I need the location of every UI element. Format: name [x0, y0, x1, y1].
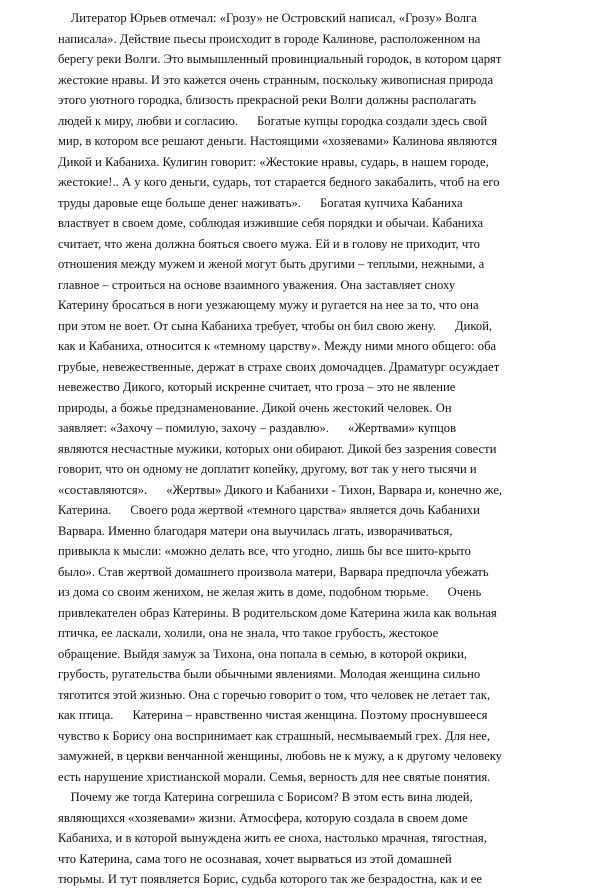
text-line: замужней, в церкви венчанной женщины, любовь не к мужу, а к другому человеку: [58, 749, 502, 763]
text-line: Почему же тогда Катерина согрешила с Борисом? В этом есть вина людей,: [58, 790, 473, 804]
text-line: что Катерина, сама того не осознавая, хочет вырваться из этой домашней: [58, 851, 452, 866]
text-line: властвует в своем доме, соблюдая изжившие себя порядки и обычаи. Кабаниха: [58, 216, 484, 230]
text-line: при этом не воет. От сына Кабаниха требует, чтобы он бил свою жену. Дикой,: [58, 318, 493, 333]
text-line: чувство к Борису она воспринимает как страшный, несмываемый грех. Для нее,: [58, 728, 491, 743]
text-line: заявляет: «Захочу – помилую, захочу – раздавлю». «Жертвами» купцов: [58, 421, 457, 435]
text-line: есть нарушение христианской морали. Семья, верность для нее святые понятия.: [58, 769, 491, 784]
text-line: Дикой и Кабаниха. Кулигин говорит: «Жестокие нравы, сударь, в нашем городе,: [58, 154, 489, 169]
text-line: написала». Действие пьесы происходит в городе Калинове, расположенном на: [58, 31, 481, 46]
text-line: являются несчастные мужики, которых они обирают. Дикой без зазрения совести: [58, 441, 497, 456]
text-line: жестокие нравы. И это кажется очень странным, поскольку живописная природа: [58, 72, 494, 87]
text-line: жестокие!.. А у кого деньги, сударь, тот старается бедного закабалить, чтоб на его: [58, 175, 500, 189]
text-line: привыкла к мысли: «можно делать все, что угодно, лишь бы все шито-крыто: [58, 544, 471, 558]
text-line: тюрьмы. И тут появляется Борис, судьба которого так же безрадостна, как и ее: [58, 872, 482, 886]
text-line: Литератор Юрьев отмечал: «Грозу» не Островский написал, «Грозу» Волга: [58, 11, 477, 25]
text-line: людей к миру, любви и согласию. Богатые купцы городка создали здесь свой: [58, 113, 488, 128]
text-line: считает, что жена должна бояться своего мужа. Ей и в голову не приходит, что: [58, 236, 480, 251]
text-line: Катерину бросаться в ноги уезжающему мужу и ругается на нее за то, что она: [58, 298, 479, 312]
text-line: Варвара. Именно благодаря матери она выучилась лгать, изворачиваться,: [58, 523, 453, 538]
text-line: мир, в котором все решают деньги. Настоящими «хозяевами» Калинова являются: [58, 134, 498, 148]
text-line: тяготится этой жизнью. Она с горечью говорит о том, что человек не летает так,: [58, 687, 491, 702]
text-line: как птица. Катерина – нравственно чистая женщина. Поэтому проснувшееся: [58, 708, 488, 722]
text-line: привлекателен образ Катерины. В родительском доме Катерина жила как вольная: [58, 605, 497, 620]
text-line: труды даровые еще больше денег наживать». Богатая купчиха Кабаниха: [58, 195, 463, 210]
text-line: из дома со своим женихом, не желая жить в доме, подобном тюрьме. Очень: [58, 585, 482, 599]
text-line: обращение. Выйдя замуж за Тихона, она попала в семью, в которой окрики,: [58, 646, 468, 661]
text-line: невежество Дикого, который искренне считает, что гроза – это не явление: [58, 380, 456, 394]
text-line: птичка, ее ласкали, холили, она не знала, что такое грубость, жестокое: [58, 626, 439, 640]
text-line: природы, а божье предзнаменование. Дикой очень жестокий человек. Он: [58, 400, 452, 415]
text-line: было». Став жертвой домашнего произвола матери, Варвара предпочла убежать: [58, 564, 489, 579]
text-line: отношения между мужем и женой могут быть другими – теплыми, нежными, а: [58, 257, 485, 271]
text-line: главное – строиться на основе взаимного уважения. Она заставляет сноху: [58, 277, 456, 292]
essay-text: [58, 8, 558, 890]
text-line: берегу реки Волги. Это вымышленный провинциальный городок, в котором царят: [58, 52, 502, 66]
text-line: Катерина. Своего рода жертвой «темного царства» является дочь Кабанихи: [58, 503, 480, 517]
text-line: Кабаниха, и в которой вынуждена жить ее сноха, настолько мрачная, тягостная,: [58, 831, 487, 845]
text-line: являющихся «хозяевами» жизни. Атмосфера, которую создала в своем доме: [58, 810, 468, 825]
text-line: грубость, ругательства были обычными явлениями. Молодая женщина сильно: [58, 667, 481, 681]
text-line: грубые, невежественные, держат в страхе своих домочадцев. Драматург осуждает: [58, 359, 500, 374]
text-line: этого уютного городка, близость прекрасной реки Волги должны располагать: [58, 93, 477, 107]
text-line: говорит, что он одному не доплатит копейку, другому, вот так у него тысячи и: [58, 462, 477, 476]
text-line: как и Кабаниха, относится к «темному царству». Между ними много общего: оба: [58, 339, 497, 353]
text-line: «составляются». «Жертвы» Дикого и Кабанихи - Тихон, Варвара и, конечно же,: [58, 482, 503, 497]
